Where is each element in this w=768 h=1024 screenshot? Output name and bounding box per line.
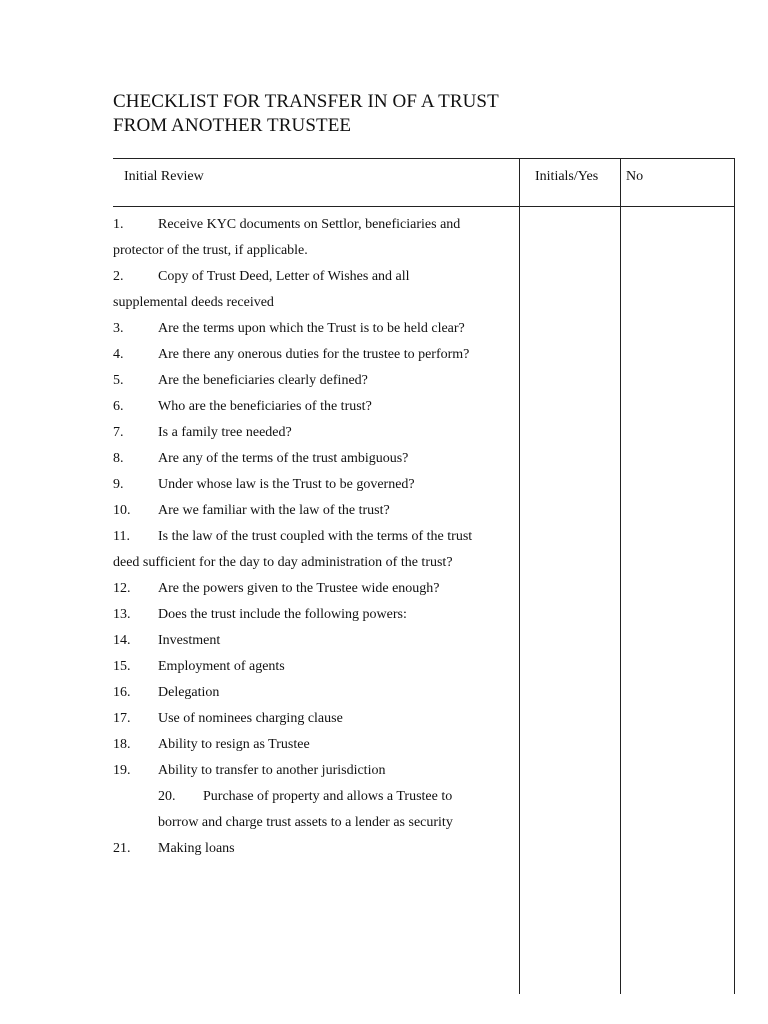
table-right-border — [734, 158, 735, 994]
item-number: 19. — [113, 763, 131, 778]
item-number: 13. — [113, 607, 131, 622]
title-line-1: CHECKLIST FOR TRANSFER IN OF A TRUST — [113, 91, 499, 112]
header-initials-yes: Initials/Yes — [535, 169, 599, 184]
item-number: 20. — [158, 789, 176, 804]
item-number: 9. — [113, 477, 124, 492]
item-number: 6. — [113, 399, 124, 414]
checklist-item: Are the beneficiaries clearly defined? — [158, 373, 368, 388]
checklist-item: Are any of the terms of the trust ambiguous? — [158, 451, 409, 466]
item-number: 5. — [113, 373, 124, 388]
checklist-item: Under whose law is the Trust to be governed? — [158, 477, 415, 492]
item-number: 8. — [113, 451, 124, 466]
checklist-item: Ability to transfer to another jurisdiction — [158, 763, 386, 778]
column-divider-2 — [620, 158, 621, 994]
checklist-item: Is the law of the trust coupled with the terms of the trust — [158, 529, 473, 544]
item-number: 11. — [113, 529, 130, 544]
item-number: 3. — [113, 321, 124, 336]
document-title — [113, 90, 499, 138]
checklist-item: Investment — [158, 633, 221, 648]
checklist-item-continuation: borrow and charge trust assets to a lender as security — [158, 815, 453, 830]
checklist-item-continuation: supplemental deeds received — [113, 295, 274, 310]
checklist-item-continuation: protector of the trust, if applicable. — [113, 243, 308, 258]
header-bottom-border — [113, 206, 735, 207]
checklist-item: Is a family tree needed? — [158, 425, 292, 440]
checklist-item: Copy of Trust Deed, Letter of Wishes and all — [158, 269, 410, 284]
checklist-item: Delegation — [158, 685, 220, 700]
header-initial-review: Initial Review — [124, 169, 204, 184]
item-number: 21. — [113, 841, 131, 856]
item-number: 4. — [113, 347, 124, 362]
checklist-item: Making loans — [158, 841, 235, 856]
item-number: 14. — [113, 633, 131, 648]
checklist-item-continuation: deed sufficient for the day to day administration of the trust? — [113, 555, 453, 570]
column-divider-1 — [519, 158, 520, 994]
header-no: No — [626, 169, 644, 184]
checklist-item: Employment of agents — [158, 659, 285, 674]
item-number: 1. — [113, 217, 124, 232]
item-number: 16. — [113, 685, 131, 700]
checklist-item: Are we familiar with the law of the trust? — [158, 503, 390, 518]
table-top-border — [113, 158, 735, 159]
checklist-item: Who are the beneficiaries of the trust? — [158, 399, 372, 414]
checklist-item: Are there any onerous duties for the trustee to perform? — [158, 347, 470, 362]
checklist-item: Receive KYC documents on Settlor, beneficiaries and — [158, 217, 461, 232]
item-number: 7. — [113, 425, 124, 440]
checklist-item: Does the trust include the following powers: — [158, 607, 407, 622]
checklist-item: Are the terms upon which the Trust is to be held clear? — [158, 321, 465, 336]
item-number: 15. — [113, 659, 131, 674]
checklist-item: Use of nominees charging clause — [158, 711, 343, 726]
item-number: 12. — [113, 581, 131, 596]
item-number: 2. — [113, 269, 124, 284]
title-line-2: FROM ANOTHER TRUSTEE — [113, 115, 352, 136]
item-number: 17. — [113, 711, 131, 726]
item-number: 18. — [113, 737, 131, 752]
checklist-item: Ability to resign as Trustee — [158, 737, 310, 752]
checklist-item: Purchase of property and allows a Trustee to — [203, 789, 453, 804]
checklist-item: Are the powers given to the Trustee wide enough? — [158, 581, 440, 596]
item-number: 10. — [113, 503, 131, 518]
